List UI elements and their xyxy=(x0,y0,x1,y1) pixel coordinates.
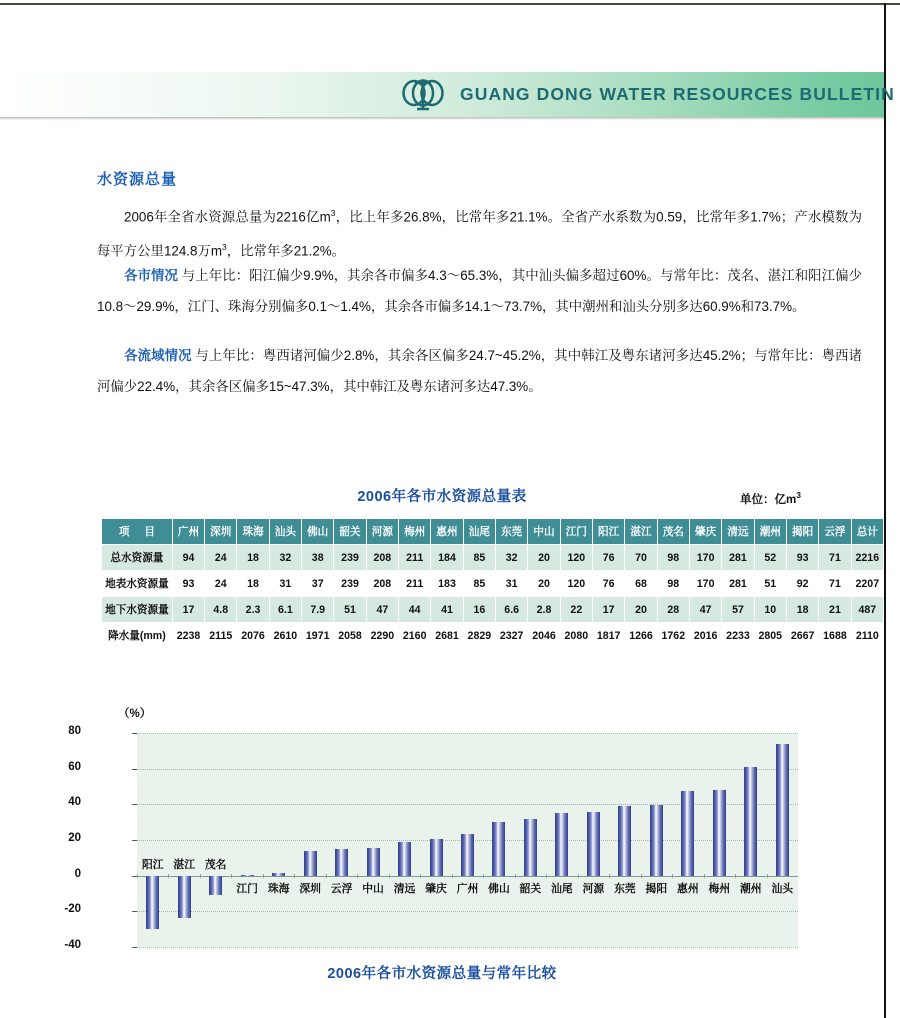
chart-bar xyxy=(367,848,380,876)
x-axis-tickmark xyxy=(200,874,201,878)
table-cell: 6.1 xyxy=(269,597,301,623)
table-row xyxy=(102,597,884,623)
table-col-header-12: 中山 xyxy=(528,519,560,545)
x-axis-category-label: 佛山 xyxy=(488,882,510,895)
table-cell: 208 xyxy=(366,545,398,571)
table-head xyxy=(102,519,884,545)
table-row-label: 总水资源量 xyxy=(102,545,173,571)
x-axis-category-label: 阳江 xyxy=(141,858,164,871)
table-cell: 92 xyxy=(786,571,818,597)
table-cell: 2160 xyxy=(399,623,431,649)
table-cell: 85 xyxy=(463,545,495,571)
table-cell: 2233 xyxy=(722,623,754,649)
chart-plot-area xyxy=(137,733,798,947)
table-cell: 20 xyxy=(528,545,560,571)
table-body xyxy=(102,545,884,649)
p1-sup-a: 3 xyxy=(330,208,336,218)
table-cell: 2216 xyxy=(851,545,883,571)
y-axis-tick-label: 20 xyxy=(68,832,81,844)
x-axis-tickmark xyxy=(420,874,421,878)
table-cell: 71 xyxy=(819,545,851,571)
table-cell: 44 xyxy=(399,597,431,623)
table-cell: 76 xyxy=(592,545,624,571)
x-axis-category-label: 梅州 xyxy=(708,882,731,895)
x-axis-category-label: 湛江 xyxy=(173,858,195,871)
x-axis-tickmark xyxy=(578,874,579,878)
x-axis-tickmark xyxy=(609,874,610,878)
table-cell: 18 xyxy=(786,597,818,623)
table-cell: 281 xyxy=(722,545,754,571)
x-axis-category-label: 江门 xyxy=(236,882,258,895)
table-cell: 24 xyxy=(205,571,237,597)
paragraph-cities xyxy=(97,260,862,322)
table-cell: 2681 xyxy=(431,623,463,649)
unit-sup: 3 xyxy=(796,490,801,500)
table-col-header-20: 揭阳 xyxy=(786,519,818,545)
table-row-label: 降水量(mm) xyxy=(102,623,173,649)
x-axis-category-label: 汕尾 xyxy=(551,882,573,895)
x-axis-tickmark xyxy=(263,874,264,878)
chart-caption: 2006年各市水资源总量与常年比较 xyxy=(327,966,557,982)
table-col-header-item: 项 目 xyxy=(102,519,173,545)
table-cell: 93 xyxy=(786,545,818,571)
table-cell: 93 xyxy=(172,571,204,597)
table-cell: 2238 xyxy=(172,623,204,649)
table-cell: 2058 xyxy=(334,623,366,649)
table-cell: 32 xyxy=(496,545,528,571)
table-cell: 1688 xyxy=(819,623,851,649)
y-axis-tick-label: 0 xyxy=(74,867,81,880)
table-cell: 239 xyxy=(334,571,366,597)
table-cell: 239 xyxy=(334,545,366,571)
table-cell: 170 xyxy=(689,571,721,597)
x-axis-category-label: 汕头 xyxy=(771,882,794,895)
table-col-header-22: 总计 xyxy=(851,519,883,545)
table-cell: 21 xyxy=(819,597,851,623)
x-axis-tickmark xyxy=(767,874,768,878)
p2-lead: 各市情况 xyxy=(124,268,178,283)
chart-bar xyxy=(241,875,254,876)
table-col-header-15: 湛江 xyxy=(625,519,657,545)
table-cell: 4.8 xyxy=(205,597,237,623)
table-cell: 211 xyxy=(399,545,431,571)
bulletin-title: GUANG DONG WATER RESOURCES BULLETIN xyxy=(460,84,895,104)
table-cell: 10 xyxy=(754,597,786,623)
x-axis-category-label: 珠海 xyxy=(267,882,290,895)
table-cell: 47 xyxy=(366,597,398,623)
table-cell: 2080 xyxy=(560,623,592,649)
y-axis-tick-label: -20 xyxy=(64,903,81,916)
chart-bar xyxy=(178,876,191,918)
table-col-header-8: 梅州 xyxy=(399,519,431,545)
paragraph-basins xyxy=(97,340,862,402)
table-cell: 57 xyxy=(722,597,754,623)
table-cell: 76 xyxy=(592,571,624,597)
table-cell: 20 xyxy=(625,597,657,623)
comparison-bar-chart xyxy=(0,700,884,1000)
x-axis-category-label: 中山 xyxy=(362,882,384,895)
table-row xyxy=(102,545,884,571)
x-axis-tickmark xyxy=(672,874,673,878)
x-axis-category-label: 揭阳 xyxy=(645,882,668,895)
x-axis-tickmark xyxy=(389,874,390,878)
x-axis-tickmark xyxy=(641,874,642,878)
y-axis-tick-label: -40 xyxy=(64,939,81,951)
table-cell: 120 xyxy=(560,545,592,571)
table-col-header-9: 惠州 xyxy=(431,519,463,545)
p1-sup-b: 3 xyxy=(222,242,227,253)
table-cell: 17 xyxy=(172,597,204,623)
x-axis-category-label: 河源 xyxy=(582,882,605,895)
x-axis-tickmark xyxy=(515,874,516,878)
y-axis-tickmark xyxy=(132,840,137,841)
table-cell: 2805 xyxy=(754,623,786,649)
x-axis-tickmark xyxy=(546,874,547,878)
x-axis-category-label: 惠州 xyxy=(677,882,699,895)
table-cell: 18 xyxy=(237,545,269,571)
table-cell: 2327 xyxy=(496,623,528,649)
table-col-header-11: 东莞 xyxy=(496,519,528,545)
table-cell: 16 xyxy=(463,597,495,623)
table-cell: 1971 xyxy=(302,623,334,649)
table-cell: 17 xyxy=(592,597,624,623)
table-cell: 85 xyxy=(463,571,495,597)
chart-bar xyxy=(618,806,631,875)
chart-bar xyxy=(524,819,537,876)
table-row-label: 地表水资源量 xyxy=(102,571,173,597)
table-cell: 52 xyxy=(754,545,786,571)
chart-bar xyxy=(146,876,159,929)
table-cell: 2046 xyxy=(528,623,560,649)
x-axis-tickmark xyxy=(735,874,736,878)
p3-text: 与上年比：粤西诸河偏少2.8%，其余各区偏多24.7~45.2%，其中韩江及粤东诸河多达45.2%；与常年比：粤西诸河偏少22.4%，其余各区偏多15~47.3%，其中韩江及粤东诸河多达47.3%。 xyxy=(97,348,862,394)
x-axis-tickmark xyxy=(294,874,295,878)
table-cell: 41 xyxy=(431,597,463,623)
chart-bar xyxy=(398,842,411,876)
table-cell: 487 xyxy=(851,597,883,623)
table-cell: 2110 xyxy=(851,623,883,649)
table-col-header-4: 汕头 xyxy=(269,519,301,545)
table-title: 2006年各市水资源总量表 xyxy=(357,489,527,505)
x-axis-category-label: 清远 xyxy=(393,882,416,895)
table-col-header-2: 深圳 xyxy=(205,519,237,545)
table-cell: 51 xyxy=(754,571,786,597)
chart-bar xyxy=(304,851,317,876)
table-col-header-18: 清远 xyxy=(722,519,754,545)
table-cell: 1762 xyxy=(657,623,689,649)
table-cell: 2610 xyxy=(269,623,301,649)
x-axis-category-label: 茂名 xyxy=(204,858,227,871)
p1-text-b: ，比上年多26.8%，比常年多21.1%。全省产水系数为0.59，比常年多1.7%；产水模数为每平方公里124.8万m xyxy=(97,209,862,259)
x-axis-tickmark xyxy=(137,874,138,878)
y-axis-tick-label: 80 xyxy=(68,725,81,737)
table-cell: 120 xyxy=(560,571,592,597)
chart-bar xyxy=(209,876,222,895)
paragraph-total-water xyxy=(97,198,862,267)
x-axis-tickmark xyxy=(326,874,327,878)
table-col-header-21: 云浮 xyxy=(819,519,851,545)
table-cell: 98 xyxy=(657,571,689,597)
y-axis-tickmark xyxy=(132,733,137,734)
x-axis-category-label: 韶关 xyxy=(519,882,542,895)
table-col-header-3: 珠海 xyxy=(237,519,269,545)
unit-prefix: 单位： xyxy=(740,493,775,506)
chart-bar xyxy=(430,839,443,876)
chart-bar xyxy=(713,790,726,876)
chart-bar xyxy=(555,813,568,875)
p1-text-a: 2006年全省水资源总量为2216亿m xyxy=(124,209,331,225)
x-axis-tickmark xyxy=(168,874,169,878)
p3-lead: 各流域情况 xyxy=(124,348,192,363)
table-cell: 1266 xyxy=(625,623,657,649)
y-axis-tick-label: 40 xyxy=(68,796,81,809)
table-header-row xyxy=(102,519,884,545)
table-cell: 51 xyxy=(334,597,366,623)
table-col-header-17: 肇庆 xyxy=(689,519,721,545)
table-col-header-5: 佛山 xyxy=(302,519,334,545)
table-cell: 32 xyxy=(269,545,301,571)
x-axis-category-label: 肇庆 xyxy=(425,882,447,895)
table-cell: 94 xyxy=(172,545,204,571)
table-col-header-7: 河源 xyxy=(366,519,398,545)
chart-bar xyxy=(272,873,285,875)
x-axis-category-label: 云浮 xyxy=(330,882,353,895)
table-cell: 2115 xyxy=(205,623,237,649)
bars-layer xyxy=(137,733,798,947)
table-cell: 28 xyxy=(657,597,689,623)
table-cell: 2667 xyxy=(786,623,818,649)
chart-bar xyxy=(335,849,348,875)
p1-text-c: ，比常年多21.2%。 xyxy=(226,243,346,259)
x-axis-tickmark xyxy=(483,874,484,878)
table-cell: 38 xyxy=(302,545,334,571)
table-cell: 170 xyxy=(689,545,721,571)
table-cell: 47 xyxy=(689,597,721,623)
table-cell: 2.8 xyxy=(528,597,560,623)
table-col-header-14: 阳江 xyxy=(592,519,624,545)
table-cell: 2290 xyxy=(366,623,398,649)
table-unit-label xyxy=(740,490,801,507)
table-cell: 31 xyxy=(496,571,528,597)
table-cell: 281 xyxy=(722,571,754,597)
chart-bar xyxy=(650,805,663,876)
table-cell: 2076 xyxy=(237,623,269,649)
table-cell: 98 xyxy=(657,545,689,571)
page-right-rule xyxy=(884,3,886,1018)
water-resources-table xyxy=(101,518,884,649)
chart-bar xyxy=(744,767,757,876)
table-col-header-6: 韶关 xyxy=(334,519,366,545)
p2-text: 与上年比：阳江偏少9.9%，其余各市偏多4.3～65.3%，其中汕头偏多超过60%。与常年比：茂名、湛江和阳江偏少10.8～29.9%，江门、珠海分别偏多0.1～1.4%，其余各市偏多14.1～73.7%，其中潮州和汕头分别多达60.9%和73.7%。 xyxy=(97,268,863,314)
table-cell: 2207 xyxy=(851,571,883,597)
table-cell: 7.9 xyxy=(302,597,334,623)
table-cell: 2.3 xyxy=(237,597,269,623)
y-axis-tickmark xyxy=(132,876,137,877)
table-cell: 211 xyxy=(399,571,431,597)
table-cell: 2016 xyxy=(689,623,721,649)
table-row xyxy=(102,571,884,597)
table-cell: 20 xyxy=(528,571,560,597)
x-axis-tickmark xyxy=(704,874,705,878)
table-cell: 31 xyxy=(269,571,301,597)
chart-bar xyxy=(492,822,505,876)
table-cell: 70 xyxy=(625,545,657,571)
chart-bar xyxy=(587,812,600,876)
table-cell: 22 xyxy=(560,597,592,623)
table-row xyxy=(102,623,884,649)
table-col-header-13: 江门 xyxy=(560,519,592,545)
table-col-header-16: 茂名 xyxy=(657,519,689,545)
table-cell: 6.6 xyxy=(496,597,528,623)
table-col-header-10: 汕尾 xyxy=(463,519,495,545)
table-col-header-19: 潮州 xyxy=(754,519,786,545)
x-axis-category-label: 东莞 xyxy=(614,882,636,895)
x-axis-category-label: 广州 xyxy=(456,882,479,895)
x-axis-tickmark xyxy=(357,874,358,878)
chart-bar xyxy=(776,744,789,875)
x-axis-category-label: 深圳 xyxy=(299,882,321,895)
x-axis-tickmark xyxy=(452,874,453,878)
gridline xyxy=(137,947,798,948)
y-axis-tickmark xyxy=(132,911,137,912)
table-cell: 37 xyxy=(302,571,334,597)
chart-bar xyxy=(461,834,474,876)
table-row-label: 地下水资源量 xyxy=(102,597,173,623)
table-cell: 1817 xyxy=(592,623,624,649)
x-axis-tickmark xyxy=(231,874,232,878)
y-axis-tickmark xyxy=(132,947,137,948)
table-cell: 183 xyxy=(431,571,463,597)
chart-bar xyxy=(681,791,694,876)
y-axis-unit-label: （%） xyxy=(118,708,152,720)
unit-value: 亿m xyxy=(774,493,797,506)
y-axis-tickmark xyxy=(132,769,137,770)
table-cell: 208 xyxy=(366,571,398,597)
y-axis-tickmark xyxy=(132,804,137,805)
table-cell: 71 xyxy=(819,571,851,597)
section-heading: 水资源总量 xyxy=(97,171,178,188)
table-col-header-1: 广州 xyxy=(172,519,204,545)
table-cell: 18 xyxy=(237,571,269,597)
table-cell: 2829 xyxy=(463,623,495,649)
table-cell: 68 xyxy=(625,571,657,597)
table-cell: 184 xyxy=(431,545,463,571)
table-cell: 24 xyxy=(205,545,237,571)
y-axis-tick-label: 60 xyxy=(68,760,81,773)
x-axis-category-label: 潮州 xyxy=(739,882,762,895)
